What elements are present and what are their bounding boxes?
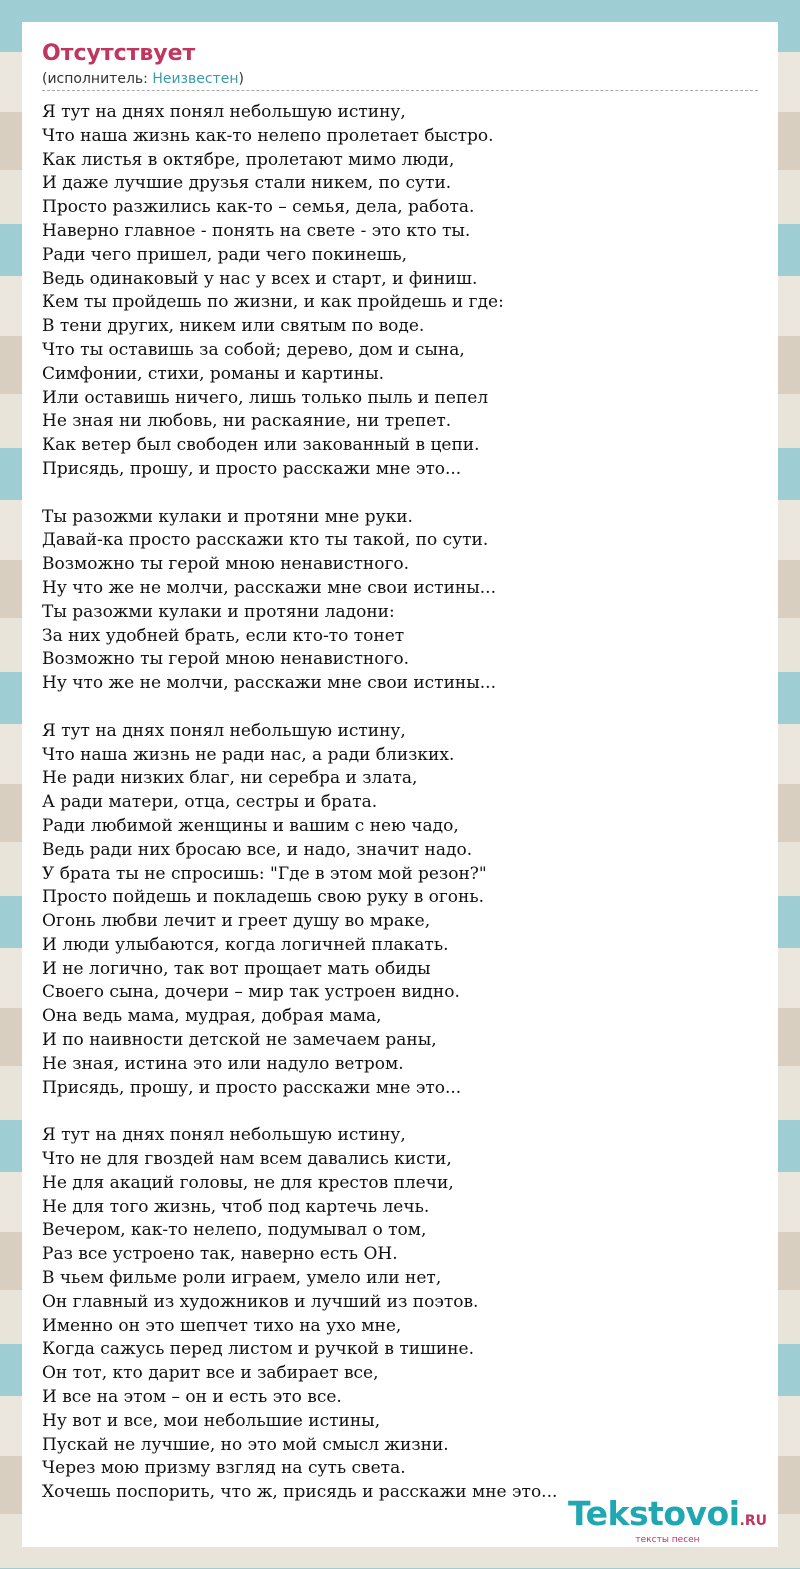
lyric-line: За них удобней брать, если кто-то тонет xyxy=(42,625,405,646)
lyric-line: Ведь ради них бросаю все, и надо, значит надо. xyxy=(42,839,473,860)
lyrics-text xyxy=(42,101,758,1505)
lyrics-stanza xyxy=(42,101,758,482)
lyric-line: И по наивности детской не замечаем раны, xyxy=(42,1030,437,1051)
lyric-line: Присядь, прошу, и просто расскажи мне это... xyxy=(42,458,462,479)
lyric-line: Как листья в октябре, пролетают мимо люди, xyxy=(42,149,455,170)
lyric-line: Ну что же не молчи, расскажи мне свои истины... xyxy=(42,673,496,694)
lyric-line: Она ведь мама, мудрая, добрая мама, xyxy=(42,1006,382,1027)
lyrics-card xyxy=(22,22,778,1547)
lyric-line: Своего сына, дочери – мир так устроен видно. xyxy=(42,982,460,1003)
song-title: Отсутствует xyxy=(42,41,196,66)
lyric-line: Пускай не лучшие, но это мой смысл жизни. xyxy=(42,1434,449,1455)
lyric-line: И даже лучшие друзья стали никем, по сути. xyxy=(42,173,452,194)
site-logo xyxy=(565,1496,770,1545)
lyric-line: Или оставишь ничего, лишь только пыль и пепел xyxy=(42,387,489,408)
lyric-line: В чьем фильме роли играем, умело или нет, xyxy=(42,1268,442,1289)
lyrics-stanza xyxy=(42,720,758,1101)
lyric-line: Не для того жизнь, чтоб под картечь лечь. xyxy=(42,1196,430,1217)
title-divider xyxy=(42,90,758,91)
lyric-line: Хочешь поспорить, что ж, присядь и расскажи мне это... xyxy=(42,1482,558,1503)
performer-suffix: ) xyxy=(238,71,244,87)
lyric-line: Возможно ты герой мною ненавистного. xyxy=(42,649,410,670)
lyric-line: Что наша жизнь не ради нас, а ради близких. xyxy=(42,744,455,765)
lyric-line: Когда сажусь перед листом и ручкой в тишине. xyxy=(42,1339,474,1360)
lyrics-stanza xyxy=(42,506,758,696)
lyric-line: Именно он это шепчет тихо на ухо мне, xyxy=(42,1315,402,1336)
lyric-line: Ради чего пришел, ради чего покинешь, xyxy=(42,244,408,265)
lyric-line: Кем ты пройдешь по жизни, и как пройдешь и где: xyxy=(42,292,504,313)
lyric-line: Что наша жизнь как-то нелепо пролетает быстро. xyxy=(42,125,494,146)
lyric-line: А ради матери, отца, сестры и брата. xyxy=(42,792,378,813)
lyric-line: Вечером, как-то нелепо, подумывал о том, xyxy=(42,1220,427,1241)
lyric-line: Ведь одинаковый у нас у всех и старт, и финиш. xyxy=(42,268,478,289)
lyric-line: Не ради низких благ, ни серебра и злата, xyxy=(42,768,418,789)
performer-line xyxy=(42,69,758,89)
lyric-line: И не логично, так вот прощает мать обиды xyxy=(42,958,431,979)
lyric-line: Просто пойдешь и покладешь свою руку в огонь. xyxy=(42,887,485,908)
logo-tld: .RU xyxy=(739,1513,767,1529)
lyric-line: Он тот, кто дарит все и забирает все, xyxy=(42,1363,379,1384)
lyric-line: Через мою призму взгляд на суть света. xyxy=(42,1458,406,1479)
lyric-line: Не зная ни любовь, ни раскаяние, ни трепет. xyxy=(42,411,452,432)
lyrics-stanza xyxy=(42,1124,758,1505)
lyric-line: Просто разжились как-то – семья, дела, работа. xyxy=(42,197,475,218)
lyric-line: Наверно главное - понять на свете - это кто ты. xyxy=(42,220,471,241)
lyric-line: Ради любимой женщины и вашим с нею чадо, xyxy=(42,815,459,836)
lyric-line: Ну вот и все, мои небольшие истины, xyxy=(42,1410,381,1431)
lyric-line: Я тут на днях понял небольшую истину, xyxy=(42,1125,406,1146)
logo-brand: Tekstovoi xyxy=(567,1494,740,1533)
lyric-line: Ты разожми кулаки и протяни мне руки. xyxy=(42,506,413,527)
lyric-line: Что ты оставишь за собой; дерево, дом и сына, xyxy=(42,339,465,360)
lyric-line: Возможно ты герой мною ненавистного. xyxy=(42,554,410,575)
lyric-line: У брата ты не спросишь: "Где в этом мой резон?" xyxy=(42,863,487,884)
lyric-line: Давай-ка просто расскажи кто ты такой, по сути. xyxy=(42,530,489,551)
lyric-line: Присядь, прошу, и просто расскажи мне это... xyxy=(42,1077,462,1098)
lyric-line: Не зная, истина это или надуло ветром. xyxy=(42,1053,404,1074)
lyric-line: Не для акаций головы, не для крестов плечи, xyxy=(42,1172,454,1193)
lyric-line: Что не для гвоздей нам всем давались кисти, xyxy=(42,1149,452,1170)
lyric-line: Он главный из художников и лучший из поэтов. xyxy=(42,1291,479,1312)
lyric-line: Симфонии, стихи, романы и картины. xyxy=(42,363,385,384)
lyric-line: Ну что же не молчи, расскажи мне свои истины... xyxy=(42,577,496,598)
lyric-line: И люди улыбаются, когда логичней плакать. xyxy=(42,934,449,955)
lyric-line: Я тут на днях понял небольшую истину, xyxy=(42,102,406,122)
logo-tagline: тексты песен xyxy=(635,1535,700,1545)
performer-link[interactable]: Неизвестен xyxy=(152,71,239,87)
lyric-line: Я тут на днях понял небольшую истину, xyxy=(42,720,406,741)
lyric-line: Как ветер был свободен или закованный в цепи. xyxy=(42,435,480,456)
performer-prefix: (исполнитель: xyxy=(42,71,153,87)
lyric-line: Огонь любви лечит и греет душу во мраке, xyxy=(42,911,431,932)
lyric-line: Раз все устроено так, наверно есть ОН. xyxy=(42,1244,398,1265)
lyric-line: И все на этом – он и есть это все. xyxy=(42,1387,342,1408)
lyric-line: Ты разожми кулаки и протяни ладони: xyxy=(42,601,395,622)
lyric-line: В тени других, никем или святым по воде. xyxy=(42,316,425,337)
